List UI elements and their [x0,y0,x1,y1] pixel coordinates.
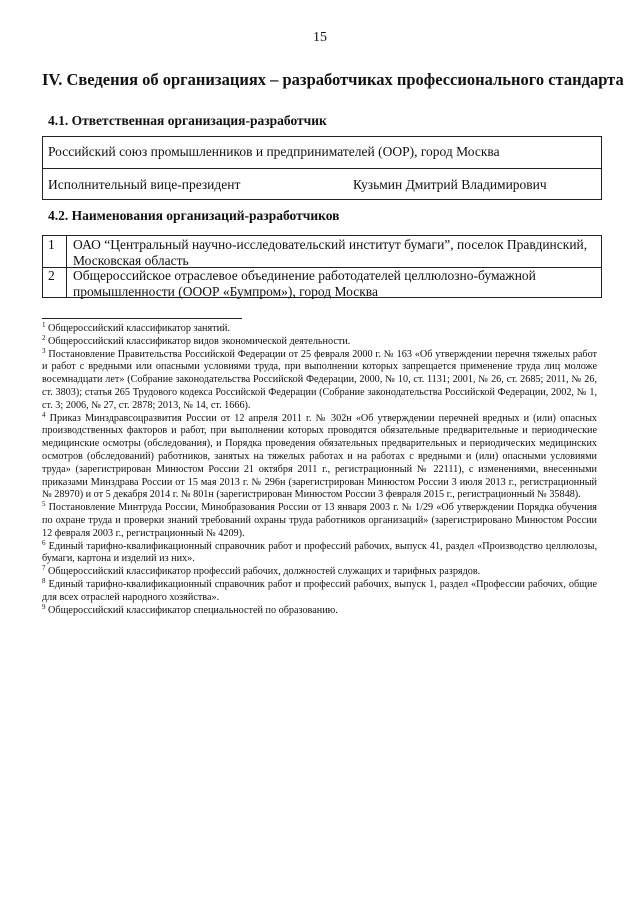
responsible-org-row [43,137,601,169]
responsible-position: Исполнительный вице-президент [48,177,241,192]
footnote-marker: 8 [42,576,46,585]
footnote-text: Постановление Минтруда России, Минобразования России от 13 января 2003 г. № 1/29 «Об утверждении Порядка обучения по охране труда и проверки знаний требований охраны труда работников организаций» (зарегистрировано Минюстом России 12 февраля 2003 г., регистрационный № 4209). [42,502,597,539]
footnotes [42,323,597,617]
footnote [42,502,597,540]
page-number: 15 [313,30,327,45]
responsible-org-name: Российский союз промышленников и предпринимателей (ООР), город Москва [48,144,500,159]
footnote [42,346,598,413]
developers-table [42,235,602,298]
footnote-text: Общероссийский классификатор видов экономической деятельности. [48,335,351,347]
developer-number: 1 [48,237,55,252]
footnote [42,576,597,605]
developers-heading: 4.2. Наименования организаций-разработчиков [48,208,340,223]
footnote-marker: 7 [42,564,46,573]
footnote-text: Единый тарифно-квалификационный справочник работ и профессий рабочих, выпуск 1, раздел «Профессии рабочих, общие для всех отраслей народного хозяйства». [42,578,597,603]
footnote [42,538,598,567]
footnote-separator [42,318,242,319]
developer-row [43,267,601,297]
footnote-text: Единый тарифно-квалификационный справочник работ и профессий рабочих, выпуск 41, раздел «Производство целлюлозы, бумаги, картона и изделий из них». [42,540,598,565]
footnote [42,566,597,579]
footnote [42,323,597,336]
footnote [42,410,598,503]
footnote-text: Общероссийский классификатор занятий. [48,323,231,334]
footnote-text: Общероссийский классификатор профессий рабочих, должностей служащих и тарифных разрядов. [48,566,481,578]
footnote-text: Общероссийский классификатор специальностей по образованию. [48,604,338,616]
responsible-org-table [42,136,602,200]
responsible-heading: 4.1. Ответственная организация-разработчик [48,113,327,128]
footnote-marker: 6 [42,538,46,547]
developer-number-cell [43,236,67,267]
footnote-text: Постановление Правительства Российской Федерации от 25 февраля 2000 г. № 163 «Об утверждении перечня тяжелых работ и работ с вредными или опасными условиями труда, при выполнении которых запрещается применение труда лиц моложе восемнадцати лет» (Собрание законодательства Российской Федерации, 2000, № 10, ст. 1131; 2001, № 26, ст. 2685; 2011, № 26, ст. 3803); статья 265 Трудового кодекса Российской Федерации (Собрание законодательства Российской Федерации, 2002, № 1, ст. 3; 2006, № 27, ст. 2878; 2013, № 14, ст. 1666). [42,348,598,411]
footnote [42,602,597,618]
responsible-person: Кузьмин Дмитрий Владимирович [353,177,547,192]
developer-name: Общероссийское отраслевое объединение работодателей целлюлозно-бумажной промышленности (ОООР «Бумпром»), город Москва [73,268,536,299]
footnote [42,333,597,349]
footnote-text: Приказ Минздравсоцразвития России от 12 апреля 2011 г. № 302н «Об утверждении перечней вредных и (или) опасных производственных факторов и работ, при выполнении которых проводятся обязательные предварительные и периодические медицинские осмотры (обследования), и Порядка проведения обязательных предварительных и периодических медицинских осмотров (обследований) работников, занятых на тяжелых работах и на работах с вредными и (или) опасными условиями труда» (зарегистрирован Минюстом России 21 октября 2011 г., регистрационный № 22111), с изменениями, внесенными приказами Минздрава России от 15 мая 2013 г. № 296н (зарегистрирован Минюстом России 3 июля 2013 г., регистрационный № 28970) и от 5 декабря 2014 г. № 801н (зарегистрирован Минюстом России 3 февраля 2015 г., регистрационный № 35848). [42,412,598,501]
developer-number: 2 [48,268,55,283]
developer-number-cell [43,267,67,297]
footnote-marker: 9 [42,602,46,611]
developer-name: ОАО “Центральный научно-исследовательский институт бумаги”, поселок Правдинский, Московская область [73,237,588,268]
footnote-marker: 4 [42,410,46,419]
developer-row [43,236,601,268]
footnote-marker: 3 [42,346,46,355]
section-title: IV. Сведения об организациях – разработчиках профессионального стандарта [42,70,624,89]
footnote-marker: 2 [42,333,46,342]
footnote-marker: 1 [42,321,46,329]
footnote-marker: 5 [42,500,46,509]
